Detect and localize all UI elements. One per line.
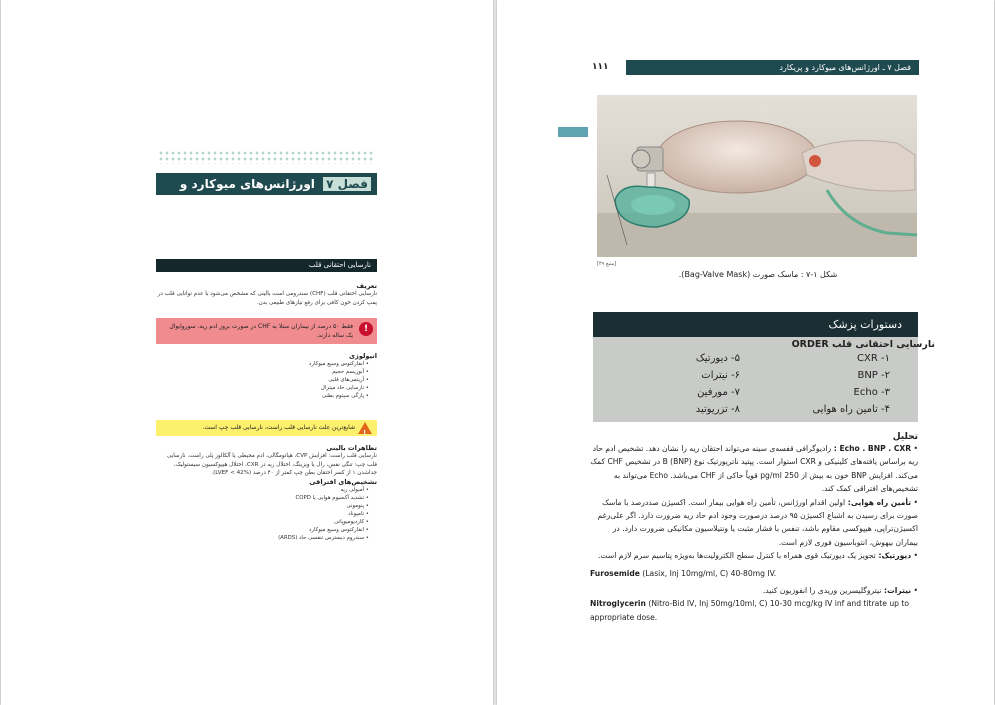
order-item: ۵- دیورتیک [695,353,740,364]
clinical-text: نارسایی قلب راست: افزایش CVP، هپاتومگالی، ادم محیطی یا آلکالوز پلی راست. نارسایی قلب چپ: تنگی نفس، رال یا ویزینگ، اختلال ریه در CXR، اختلال هیپوکسیون سیستولیک، جداشدن ۱ از کسر احتقان بطن چپ کمتر از ۴۰ درصد (LVEF < 42%). [166,453,377,476]
definition-block [156,282,377,307]
order-item: ۷- مورفین [697,387,740,398]
yellow-note-text: شایع‌ترین علت نارسایی قلب راست، نارسایی قلب چپ است. [202,424,355,431]
furosemide-dose-line: Furosemide (Lasix, Inj 10mg/ml, C) 40-80mg IV. [590,568,777,578]
analysis-paragraph-1: • Echo . BNP . CXR : رادیوگرافی قفسه‌ی سینه می‌تواند احتقان ریه را نشان دهد. تشخیص ادم حاد ریه براساس یافته‌های کلینیکی و CXR استوار است. پپتید ناتریورتیک نوع B (BNP) در تشخیص CHF کمک می‌کند. افزایش BNP خون به بیش از 250 pg/ml قویاً حاکی از CHF می‌باشد. Echo می‌تواند به تشخیص‌های افتراقی کمک کند. [590,444,918,494]
decorative-dot-pattern [158,150,373,164]
ddx-heading: تشخیص‌های افتراقی [309,477,377,486]
analysis-heading: تحلیل [892,432,918,442]
orders-column-2 [630,350,740,418]
analysis-paragraph-3: • دیورتیک: تجویز یک دیورتیک قوی همراه با کنترل سطح الکترولیت‌ها به‌ویژه پتاسیم سرم لازم است. [597,551,918,561]
edge-tab [558,127,588,137]
order-item: ۴- تامین راه هوایی [812,404,890,415]
analysis-paragraph-4: • نیترات: نیتروگلیسرین وریدی را انفوزیون کنید. [762,586,918,596]
warning-triangle-icon: ! [358,422,372,434]
etiology-list [156,360,377,400]
etiology-heading: اتیولوژی [348,352,377,360]
order-item: ۸- تزریوتید [695,404,740,415]
list-item: • سندروم دیسترس تنفسی حاد (ARDS) [156,534,369,542]
analysis-paragraph-2: • تأمین راه هوایی: اولین اقدام اورژانس، تأمین راه هوایی بیمار است. اکسیژن صددرصد با ماسک صورت برای رسیدن به اشباع اکسیژن ۹۵ درصد درصورت وجود ادم حاد ریه ضرورت دارد. اگر علی‌رغم اکسیژن‌تراپی، هیپوکسی مقاوم باشد، تنفس با فشار مثبت یا ونتیلاسیون مکانیکی ضرورت دارد. در بیماران بیهوش، انتوباسیون فوری لازم است. [597,497,918,547]
list-item: • پنومونی [156,502,369,510]
analysis-label: دیورتیک: [875,551,912,561]
analysis-label: نیترات: [881,586,912,596]
photo-source-label: [منبع ۴۹] [597,261,617,267]
analysis-section [590,432,918,624]
clinical-heading: تظاهرات بالینی [326,444,377,452]
list-item: • آمبولی ریه [156,486,369,494]
bag-valve-mask-photo [597,95,917,257]
list-item: • کاردیومیوپاتی [156,518,369,526]
yellow-note-box [156,420,377,436]
nitroglycerin-dose-line: Nitroglycerin (Nitro-Bid IV, Inj 50mg/10ml, C) 10-30 mcg/kg IV inf and titrate up to appropriate dose. [590,599,910,622]
ddx-list [156,486,377,542]
section-title-bar: نارسایی احتقانی قلب [156,259,377,272]
list-item: • آنوریسم حجیم [156,368,369,376]
chapter-number: فصل ۷ [323,177,371,191]
bag-valve-mask-illustration [597,95,917,257]
order-item: ۲- BNP [857,370,890,381]
order-item: ۶- نیترات [701,370,740,381]
etiology-block [156,352,377,400]
left-page [1,0,493,705]
list-item: • آریتمی‌های قلبی [156,376,369,384]
exclamation-icon: ! [359,322,373,336]
orders-column-1 [760,350,890,418]
figure-caption: شکل ۱-۷ : ماسک صورت (Bag-Valve Mask). [678,270,838,279]
red-warning-box [156,318,377,344]
definition-heading: تعریف [356,282,377,290]
chapter-title-bar [156,173,377,213]
list-item: • انفارکتوس وسیع میوکارد [156,526,369,534]
analysis-label: تأمین راه هوایی: [845,497,912,507]
list-item: • تشدید آکسیوم هوایی یا COPD [156,494,369,502]
clinical-block [156,444,377,542]
list-item: • پارگی سپتوم بطنی [156,392,369,400]
red-warning-text: فقط ۵۰ درصد از بیماران مبتلا به CHF در صورت بروز ادم ریه، سوروایوال یک ساله دارند. [169,323,353,339]
orders-title: ORDER نارسایی احتقانی قلب [791,339,935,350]
list-item: • تامپوناد [156,510,369,518]
chapter-title: اورژانس‌های میوکارد و پریکارد [179,177,371,213]
definition-text: نارسایی احتقانی قلب (CHF) سندرومی است بالینی که مشخص می‌شود با عدم توانایی قلب در پمپ کردن خون کافی برای رفع نیازهای طبیعی بدن. [157,291,377,306]
running-head: فصل ۷ ـ اورژانس‌های میوکارد و پریکارد [626,60,919,75]
page-number: ۱۱۱ [592,62,609,72]
analysis-label: Echo . BNP . CXR : [831,444,912,453]
order-item: ۳- Echo [853,387,890,398]
list-item: • انفارکتوس وسیع میوکارد [156,360,369,368]
list-item: • نارسایی حاد میترال [156,384,369,392]
order-item: ۱- CXR [857,353,890,364]
orders-header: دستورات پزشک [593,312,918,337]
